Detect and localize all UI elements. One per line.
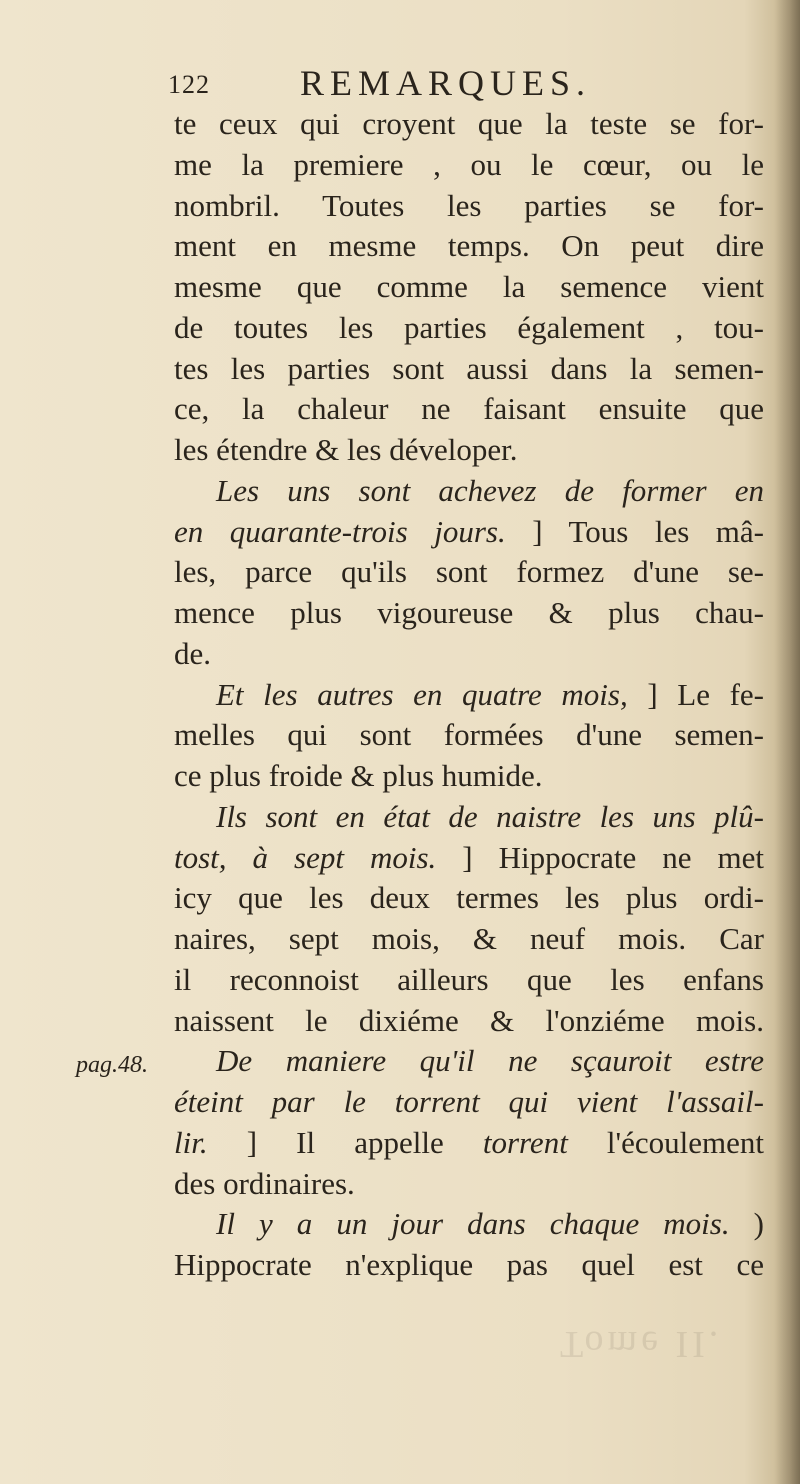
text-line — [174, 1082, 764, 1123]
italic-segment: éteint par le torrent qui vient l'assail- — [174, 1084, 764, 1119]
text-segment: des ordinaires. — [174, 1165, 355, 1201]
text-segment: icy que les deux termes les plus ordi- — [174, 880, 764, 916]
text-segment: nombril. Toutes les parties se for- — [174, 187, 764, 223]
italic-segment: tost, à sept mois. — [174, 839, 437, 875]
italic-segment: Il y a un jour dans chaque mois. — [216, 1206, 730, 1242]
text-segment: mesme que comme la semence vient — [174, 269, 764, 304]
text-segment: ] Hippocrate ne met — [436, 839, 765, 875]
running-head: REMARQUES. — [300, 63, 592, 103]
text-segment: ce plus froide & plus humide. — [174, 758, 543, 793]
text-line — [174, 471, 764, 512]
text-line — [174, 675, 764, 716]
text-line — [174, 634, 764, 675]
text-line — [174, 878, 764, 919]
text-line — [174, 552, 764, 593]
text-line — [174, 1245, 764, 1286]
italic-segment: torrent — [482, 1124, 568, 1160]
italic-segment: lir. — [174, 1124, 208, 1160]
text-line — [174, 797, 764, 838]
text-line — [174, 919, 764, 960]
text-line — [174, 226, 764, 267]
text-line — [174, 104, 764, 145]
text-line — [174, 1204, 764, 1245]
italic-segment: Et les autres en quatre mois, — [216, 676, 628, 712]
italic-segment: Ils sont en état de naistre les uns plû- — [216, 798, 764, 834]
text-segment: melles qui sont formées d'une semen- — [174, 717, 764, 753]
text-segment: de. — [174, 635, 212, 671]
margin-note: pag.48. — [76, 1052, 148, 1078]
text-segment: il reconnoist ailleurs que les enfans — [174, 961, 764, 997]
text-line — [174, 389, 764, 430]
text-line — [174, 1001, 764, 1042]
text-segment: ce, la chaleur ne faisant ensuite que — [174, 391, 764, 427]
text-line — [174, 349, 764, 390]
text-segment: ] Le fe- — [627, 676, 764, 712]
text-segment: tes les parties sont aussi dans la semen- — [174, 350, 764, 386]
text-line — [174, 430, 764, 471]
text-line — [174, 512, 764, 553]
page-header — [168, 62, 768, 104]
text-segment: les, parce qu'ils sont formez d'une se- — [174, 554, 764, 590]
text-line — [174, 756, 764, 797]
text-segment: ment en mesme temps. On peut dire — [174, 228, 764, 264]
text-line — [174, 186, 764, 227]
text-line — [174, 838, 764, 879]
text-segment: de toutes les parties également , tou- — [174, 309, 764, 345]
text-segment: ] Il appelle — [207, 1124, 483, 1160]
text-segment: ) — [729, 1206, 764, 1242]
text-line — [174, 1164, 764, 1205]
text-line — [174, 715, 764, 756]
italic-segment: De maniere qu'il ne sçauroit estre — [216, 1043, 764, 1079]
text-line — [174, 308, 764, 349]
italic-segment: Les uns sont achevez de former en — [216, 472, 764, 508]
page-number: 122 — [168, 70, 210, 99]
text-segment: les étendre & les déveloper. — [174, 432, 518, 467]
text-line — [174, 1123, 764, 1164]
body-text — [174, 104, 764, 1286]
text-line — [174, 267, 764, 308]
text-segment: naissent le dixiéme & l'onziéme mois. — [174, 1002, 764, 1038]
bleed-through-text: Tome II. — [560, 1323, 723, 1365]
text-segment: mence plus vigoureuse & plus chau- — [174, 595, 764, 630]
italic-segment: en quarante-trois jours. — [174, 513, 506, 549]
text-segment: l'écoulement — [567, 1124, 765, 1160]
text-segment: ] Tous les mâ- — [505, 513, 764, 549]
page-gutter-shadow — [774, 0, 800, 1484]
text-segment: Hippocrate n'explique pas quel est ce — [174, 1247, 764, 1282]
text-segment: naires, sept mois, & neuf mois. Car — [174, 921, 764, 956]
text-segment: me la premiere , ou le cœur, ou le — [174, 146, 764, 182]
text-line — [174, 145, 764, 186]
text-line — [174, 1041, 764, 1082]
text-line — [174, 960, 764, 1001]
text-segment: te ceux qui croyent que la teste se for- — [174, 106, 764, 141]
text-line — [174, 593, 764, 634]
